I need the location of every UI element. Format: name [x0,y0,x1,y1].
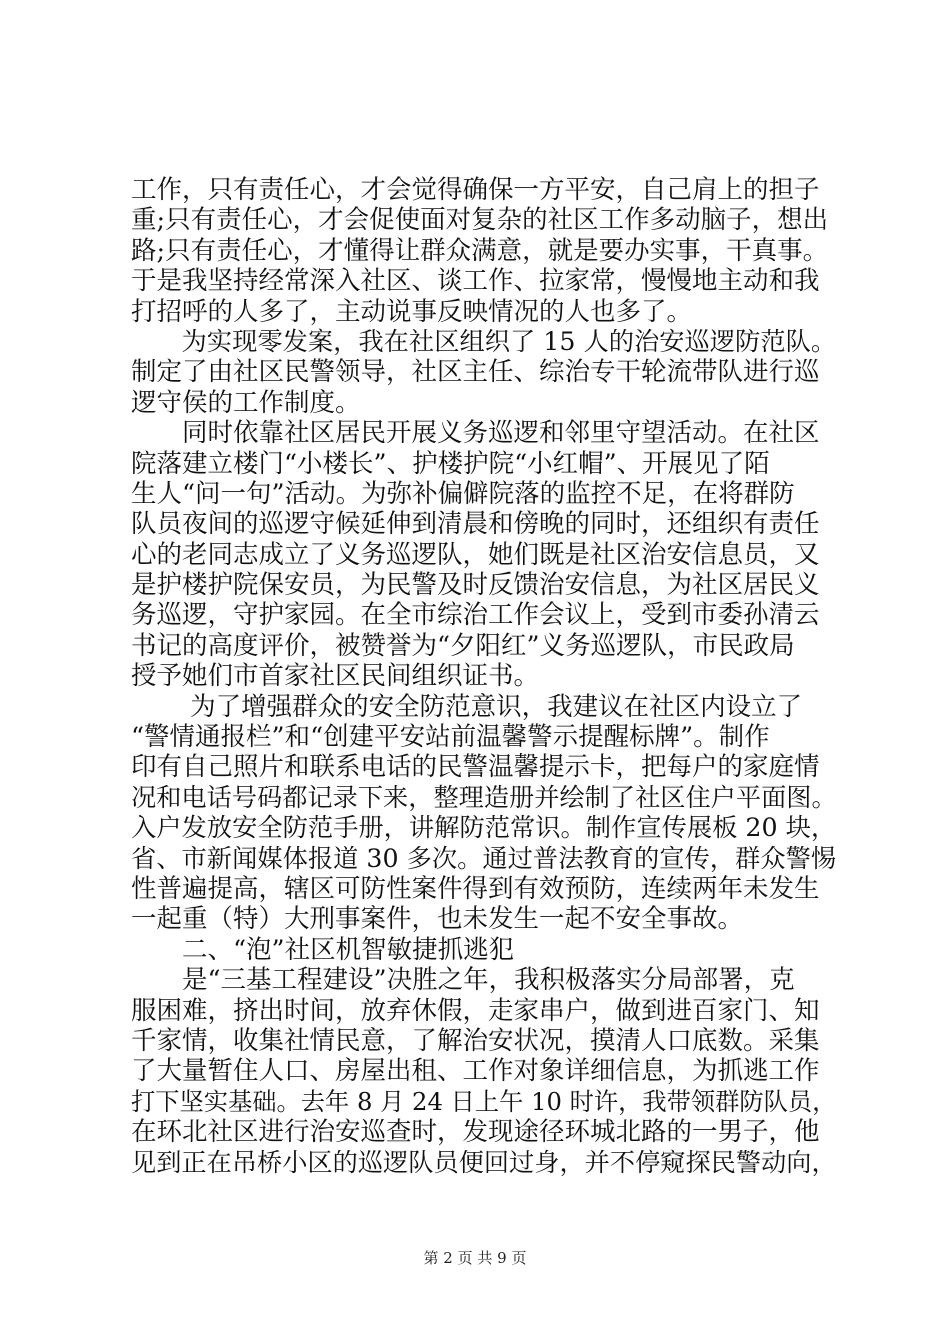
page-footer: 第 2 页 共 9 页 [423,1249,527,1267]
text-line: 重;只有责任心，才会促使面对复杂的社区工作多动脑子，想出 [131,205,829,236]
text-line: 见到正在吊桥小区的巡逻队员便回过身，并不停窥探民警动向， [131,1147,837,1177]
text-line: 印有自己照片和联系电话的民警温馨提示卡，把每户的家庭情 [131,752,820,783]
text-line: 工作，只有责任心，才会觉得确保一方平安，自己肩上的担子 [131,175,820,205]
text-line: 心的老同志成立了义务巡逻队，她们既是社区治安信息员，又 [131,539,820,570]
text-line: 书记的高度评价，被赞誉为“夕阳红”义务巡逻队，市民政局 [131,630,795,661]
text-line: 况和电话号码都记录下来，整理造册并绘制了社区住户平面图。 [131,782,837,812]
text-line: “警情通报栏”和“创建平安站前温馨警示提醒标牌”。制作 [131,722,770,753]
text-line: 授予她们市首家社区民间组织证书。 [131,661,540,692]
text-line: 队员夜间的巡逻守候延伸到清晨和傍晚的同时，还组织有责任 [131,509,820,540]
text-line: 同时依靠社区居民开展义务巡逻和邻里守望活动。在社区 [131,418,820,449]
text-line: 了大量暂住人口、房屋出租、工作对象详细信息，为抓逃工作 [131,1056,820,1087]
text-line: 为实现零发案，我在社区组织了 15 人的治安巡逻防范队。 [131,326,837,356]
text-line: 千家情，收集社情民意，了解治安状况，摸清人口底数。采集 [131,1025,820,1056]
text-line: 性普遍提高，辖区可防性案件得到有效预防，连续两年未发生 [131,873,820,904]
text-line: 打下坚实基础。去年 8 月 24 日上午 10 时许，我带领群防队员， [131,1086,837,1116]
text-line: 为了增强群众的安全防范意识，我建议在社区内设立了 [131,691,803,722]
text-line: 生人“问一句”活动。为弥补偏僻院落的监控不足，在将群防 [131,478,795,509]
text-line: 在环北社区进行治安巡查时，发现途径环城北路的一男子，他 [131,1117,820,1148]
text-line: 制定了由社区民警领导，社区主任、综治专干轮流带队进行巡 [131,357,820,388]
text-line: 是“三基工程建设”决胜之年，我积极落实分局部署，克 [131,965,795,996]
text-line: 务巡逻，守护家园。在全市综治工作会议上，受到市委孙清云 [131,600,820,631]
text-line: 一起重（特）大刑事案件，也未发生一起不安全事故。 [131,904,744,935]
text-line: 省、市新闻媒体报道 30 多次。通过普法教育的宣传，群众警惕 [131,843,837,873]
text-line: 于是我坚持经常深入社区、谈工作、拉家常，慢慢地主动和我 [131,266,820,297]
document-body [131,175,837,1178]
text-line: 逻守侯的工作制度。 [131,387,361,418]
text-line: 入户发放安全防范手册，讲解防范常识。制作宣传展板 20 块， [131,813,837,843]
text-line: 院落建立楼门“小楼长”、护楼护院“小红帽”、开展见了陌 [131,448,770,479]
text-line: 二、“泡”社区机智敏捷抓逃犯 [131,934,515,965]
text-line: 是护楼护院保安员，为民警及时反馈治安信息，为社区居民义 [131,570,820,601]
text-line: 服困难，挤出时间，放弃休假，走家串户，做到进百家门、知 [131,995,820,1026]
text-line: 路;只有责任心，才懂得让群众满意，就是要办实事，干真事。 [131,235,829,266]
text-line: 打招呼的人多了，主动说事反映情况的人也多了。 [131,296,693,327]
